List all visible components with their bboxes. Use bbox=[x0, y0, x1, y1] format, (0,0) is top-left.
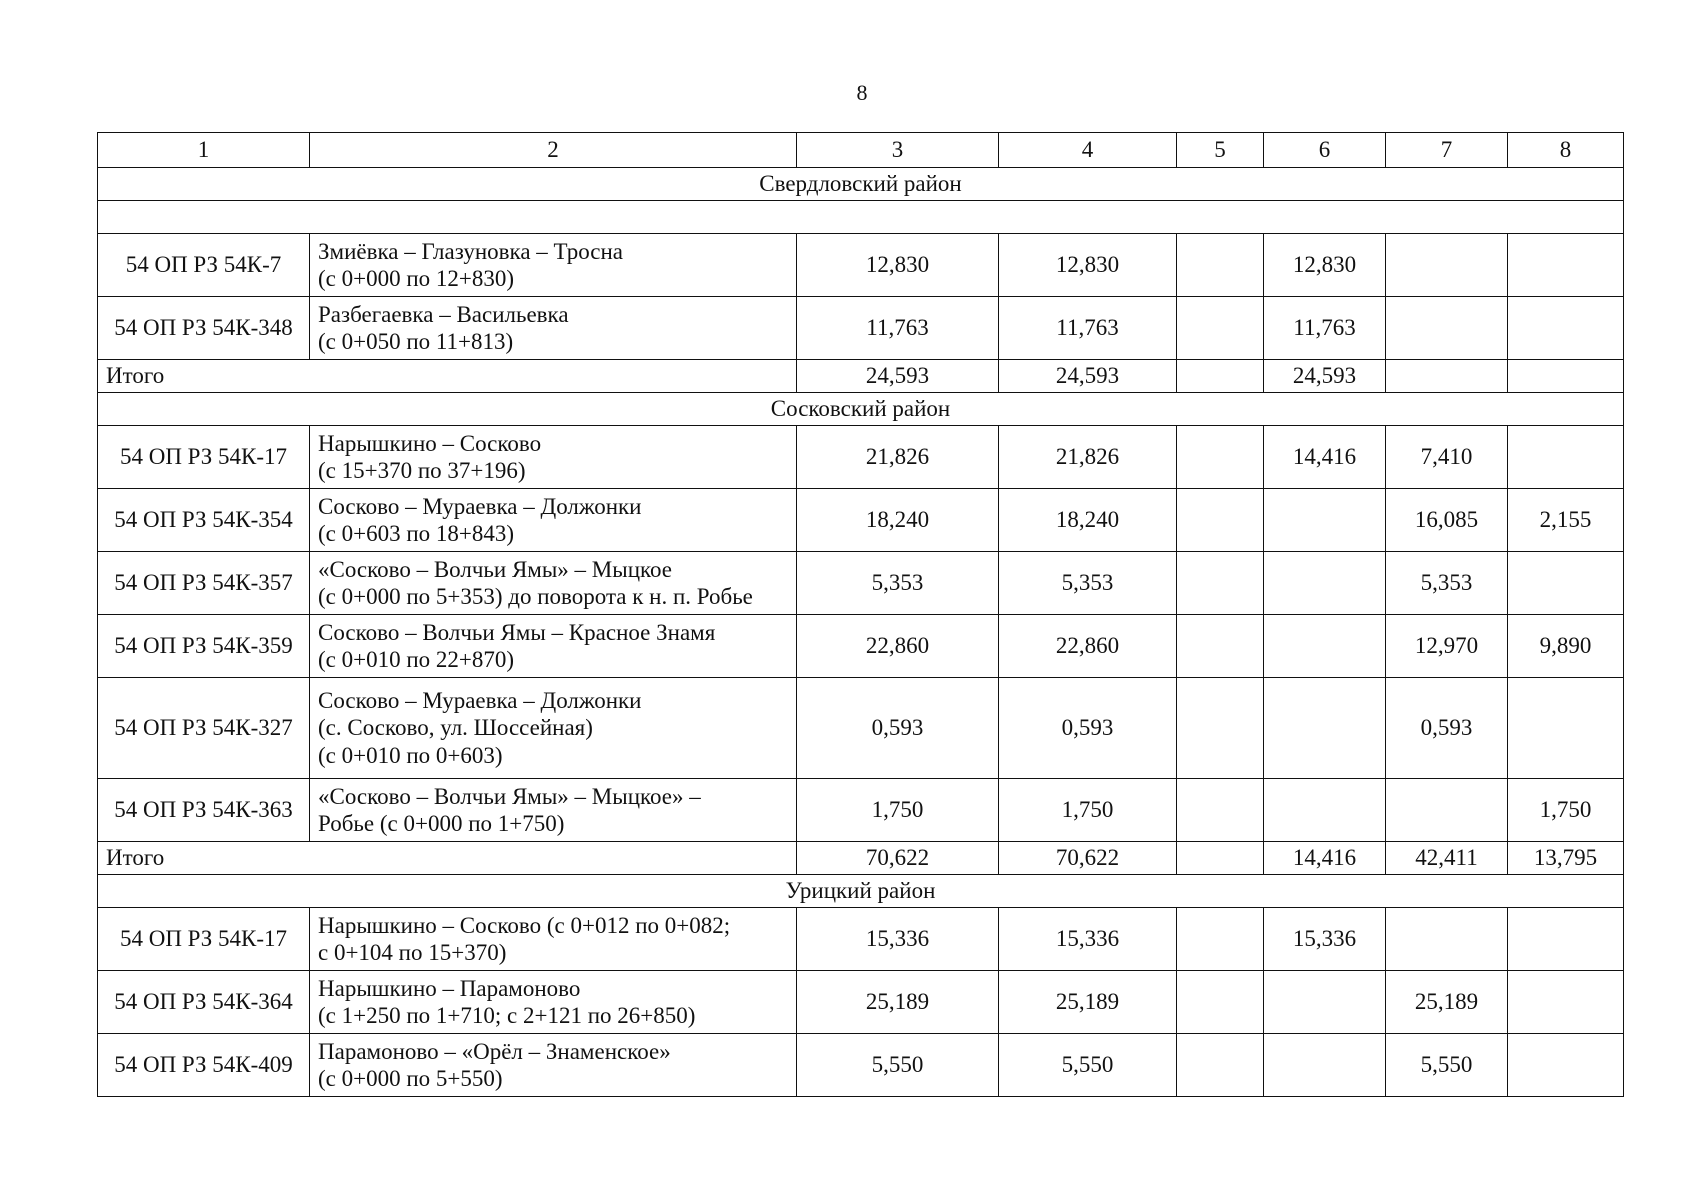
road-name-cell bbox=[310, 552, 797, 615]
value-cell-4: 25,189 bbox=[999, 971, 1177, 1034]
road-name-line: с 0+104 по 15+370) bbox=[318, 940, 507, 965]
value-cell-5 bbox=[1177, 678, 1264, 779]
road-name-line: (с 0+000 по 12+830) bbox=[318, 266, 515, 291]
road-name-cell bbox=[310, 908, 797, 971]
road-code-cell: 54 ОП РЗ 54К-359 bbox=[98, 615, 310, 678]
page-number: 8 bbox=[856, 80, 868, 105]
total-value-cell-3: 24,593 bbox=[797, 360, 999, 393]
value-cell-5 bbox=[1177, 779, 1264, 842]
value-cell-8: 2,155 bbox=[1508, 489, 1624, 552]
column-number-row bbox=[98, 133, 1624, 168]
value-cell-5 bbox=[1177, 615, 1264, 678]
value-cell-5 bbox=[1177, 297, 1264, 360]
road-code-cell: 54 ОП РЗ 54К-7 bbox=[98, 234, 310, 297]
road-name-line: «Сосково – Волчьи Ямы» – Мыцкое bbox=[318, 556, 673, 582]
road-name-line: (с 0+000 по 5+353) до поворота к н. п. Робье bbox=[318, 584, 753, 609]
total-value-cell-7: 42,411 bbox=[1386, 842, 1508, 875]
value-cell-4: 18,240 bbox=[999, 489, 1177, 552]
table-row bbox=[98, 678, 1624, 779]
value-cell-6 bbox=[1264, 1034, 1386, 1097]
district-heading: Сосковский район bbox=[98, 393, 1624, 426]
value-cell-5 bbox=[1177, 489, 1264, 552]
value-cell-8 bbox=[1508, 1034, 1624, 1097]
table-row bbox=[98, 971, 1624, 1034]
column-number-cell: 3 bbox=[797, 133, 999, 168]
roads-table bbox=[97, 132, 1624, 1097]
value-cell-8 bbox=[1508, 426, 1624, 489]
road-name-cell bbox=[310, 426, 797, 489]
road-name-line: (с 0+603 по 18+843) bbox=[318, 521, 515, 546]
road-code-cell: 54 ОП РЗ 54К-409 bbox=[98, 1034, 310, 1097]
value-cell-7: 0,593 bbox=[1386, 678, 1508, 779]
table-row bbox=[98, 615, 1624, 678]
total-value-cell-8 bbox=[1508, 360, 1624, 393]
district-heading: Урицкий район bbox=[98, 875, 1624, 908]
district-row bbox=[98, 168, 1624, 201]
value-cell-3: 1,750 bbox=[797, 779, 999, 842]
value-cell-8: 1,750 bbox=[1508, 779, 1624, 842]
total-value-cell-8: 13,795 bbox=[1508, 842, 1624, 875]
value-cell-4: 0,593 bbox=[999, 678, 1177, 779]
road-name-line: Разбегаевка – Васильевка bbox=[318, 301, 569, 327]
road-code-cell: 54 ОП РЗ 54К-364 bbox=[98, 971, 310, 1034]
value-cell-5 bbox=[1177, 971, 1264, 1034]
value-cell-3: 5,353 bbox=[797, 552, 999, 615]
total-row bbox=[98, 360, 1624, 393]
road-name-cell bbox=[310, 615, 797, 678]
road-code-cell: 54 ОП РЗ 54К-357 bbox=[98, 552, 310, 615]
road-name-line: Нарышкино – Сосково (с 0+012 по 0+082; bbox=[318, 912, 731, 938]
column-number-cell: 8 bbox=[1508, 133, 1624, 168]
road-name-line: Нарышкино – Сосково bbox=[318, 430, 542, 456]
value-cell-7 bbox=[1386, 908, 1508, 971]
table-row bbox=[98, 908, 1624, 971]
value-cell-3: 25,189 bbox=[797, 971, 999, 1034]
total-value-cell-6: 24,593 bbox=[1264, 360, 1386, 393]
value-cell-6: 14,416 bbox=[1264, 426, 1386, 489]
value-cell-3: 15,336 bbox=[797, 908, 999, 971]
value-cell-5 bbox=[1177, 234, 1264, 297]
value-cell-3: 18,240 bbox=[797, 489, 999, 552]
table-row bbox=[98, 1034, 1624, 1097]
value-cell-4: 12,830 bbox=[999, 234, 1177, 297]
column-number-cell: 5 bbox=[1177, 133, 1264, 168]
value-cell-4: 5,353 bbox=[999, 552, 1177, 615]
value-cell-4: 15,336 bbox=[999, 908, 1177, 971]
total-label: Итого bbox=[98, 360, 797, 393]
column-number-cell: 1 bbox=[98, 133, 310, 168]
blank-cell bbox=[98, 201, 1624, 234]
value-cell-6: 11,763 bbox=[1264, 297, 1386, 360]
road-name-line: Змиёвка – Глазуновка – Тросна bbox=[318, 238, 624, 264]
value-cell-5 bbox=[1177, 426, 1264, 489]
table-row bbox=[98, 552, 1624, 615]
value-cell-6 bbox=[1264, 489, 1386, 552]
road-name-line: Робье (с 0+000 по 1+750) bbox=[318, 811, 565, 836]
value-cell-3: 5,550 bbox=[797, 1034, 999, 1097]
table-row bbox=[98, 489, 1624, 552]
value-cell-7: 25,189 bbox=[1386, 971, 1508, 1034]
value-cell-8 bbox=[1508, 234, 1624, 297]
total-value-cell-6: 14,416 bbox=[1264, 842, 1386, 875]
column-number-cell: 2 bbox=[310, 133, 797, 168]
value-cell-6 bbox=[1264, 971, 1386, 1034]
value-cell-7 bbox=[1386, 234, 1508, 297]
road-name-cell bbox=[310, 678, 797, 779]
table-row bbox=[98, 426, 1624, 489]
value-cell-5 bbox=[1177, 552, 1264, 615]
value-cell-8 bbox=[1508, 678, 1624, 779]
column-number-cell: 4 bbox=[999, 133, 1177, 168]
value-cell-8 bbox=[1508, 971, 1624, 1034]
value-cell-3: 11,763 bbox=[797, 297, 999, 360]
road-name-line: «Сосково – Волчьи Ямы» – Мыцкое» – bbox=[318, 783, 701, 809]
road-name-line: (с 0+010 по 22+870) bbox=[318, 647, 515, 672]
road-name-line: (с 0+050 по 11+813) bbox=[318, 329, 514, 354]
road-name-line: (с 0+000 по 5+550) bbox=[318, 1066, 503, 1091]
road-name-line: Сосково – Мураевка – Должонки bbox=[318, 688, 642, 714]
blank-row bbox=[98, 201, 1624, 234]
value-cell-7 bbox=[1386, 779, 1508, 842]
value-cell-4: 5,550 bbox=[999, 1034, 1177, 1097]
value-cell-6 bbox=[1264, 615, 1386, 678]
road-code-cell: 54 ОП РЗ 54К-348 bbox=[98, 297, 310, 360]
road-name-cell bbox=[310, 1034, 797, 1097]
road-code-cell: 54 ОП РЗ 54К-327 bbox=[98, 678, 310, 779]
value-cell-4: 22,860 bbox=[999, 615, 1177, 678]
road-code-cell: 54 ОП РЗ 54К-354 bbox=[98, 489, 310, 552]
total-value-cell-3: 70,622 bbox=[797, 842, 999, 875]
road-name-cell bbox=[310, 779, 797, 842]
value-cell-7: 12,970 bbox=[1386, 615, 1508, 678]
value-cell-6: 12,830 bbox=[1264, 234, 1386, 297]
value-cell-3: 12,830 bbox=[797, 234, 999, 297]
value-cell-3: 0,593 bbox=[797, 678, 999, 779]
district-row bbox=[98, 393, 1624, 426]
total-value-cell-5 bbox=[1177, 842, 1264, 875]
table-row bbox=[98, 297, 1624, 360]
column-number-cell: 7 bbox=[1386, 133, 1508, 168]
road-name-cell bbox=[310, 297, 797, 360]
value-cell-8 bbox=[1508, 297, 1624, 360]
road-code-cell: 54 ОП РЗ 54К-17 bbox=[98, 426, 310, 489]
value-cell-8 bbox=[1508, 908, 1624, 971]
value-cell-6: 15,336 bbox=[1264, 908, 1386, 971]
road-name-line: (с 0+010 по 0+603) bbox=[318, 742, 503, 768]
road-name-cell bbox=[310, 234, 797, 297]
road-code-cell: 54 ОП РЗ 54К-363 bbox=[98, 779, 310, 842]
value-cell-8: 9,890 bbox=[1508, 615, 1624, 678]
value-cell-3: 21,826 bbox=[797, 426, 999, 489]
value-cell-6 bbox=[1264, 552, 1386, 615]
total-row bbox=[98, 842, 1624, 875]
value-cell-8 bbox=[1508, 552, 1624, 615]
value-cell-4: 21,826 bbox=[999, 426, 1177, 489]
value-cell-5 bbox=[1177, 908, 1264, 971]
total-label: Итого bbox=[98, 842, 797, 875]
road-name-line: (с 15+370 по 37+196) bbox=[318, 458, 526, 483]
table-row bbox=[98, 234, 1624, 297]
value-cell-5 bbox=[1177, 1034, 1264, 1097]
table-row bbox=[98, 779, 1624, 842]
total-value-cell-4: 70,622 bbox=[999, 842, 1177, 875]
total-value-cell-7 bbox=[1386, 360, 1508, 393]
district-heading: Свердловский район bbox=[98, 168, 1624, 201]
road-name-cell bbox=[310, 489, 797, 552]
value-cell-7: 16,085 bbox=[1386, 489, 1508, 552]
value-cell-4: 1,750 bbox=[999, 779, 1177, 842]
road-name-line: Парамоново – «Орёл – Знаменское» bbox=[318, 1038, 671, 1064]
value-cell-6 bbox=[1264, 678, 1386, 779]
value-cell-7: 5,550 bbox=[1386, 1034, 1508, 1097]
total-value-cell-5 bbox=[1177, 360, 1264, 393]
value-cell-3: 22,860 bbox=[797, 615, 999, 678]
value-cell-7 bbox=[1386, 297, 1508, 360]
value-cell-7: 7,410 bbox=[1386, 426, 1508, 489]
road-name-line: Сосково – Мураевка – Должонки bbox=[318, 493, 642, 519]
total-value-cell-4: 24,593 bbox=[999, 360, 1177, 393]
value-cell-6 bbox=[1264, 779, 1386, 842]
value-cell-7: 5,353 bbox=[1386, 552, 1508, 615]
road-code-cell: 54 ОП РЗ 54К-17 bbox=[98, 908, 310, 971]
road-name-line: (с 1+250 по 1+710; с 2+121 по 26+850) bbox=[318, 1003, 696, 1028]
road-name-line: Нарышкино – Парамоново bbox=[318, 975, 581, 1001]
column-number-cell: 6 bbox=[1264, 133, 1386, 168]
value-cell-4: 11,763 bbox=[999, 297, 1177, 360]
road-name-line: (с. Сосково, ул. Шоссейная) bbox=[318, 715, 593, 741]
table-body bbox=[98, 133, 1624, 1097]
road-name-line: Сосково – Волчьи Ямы – Красное Знамя bbox=[318, 619, 716, 645]
district-row bbox=[98, 875, 1624, 908]
road-name-cell bbox=[310, 971, 797, 1034]
